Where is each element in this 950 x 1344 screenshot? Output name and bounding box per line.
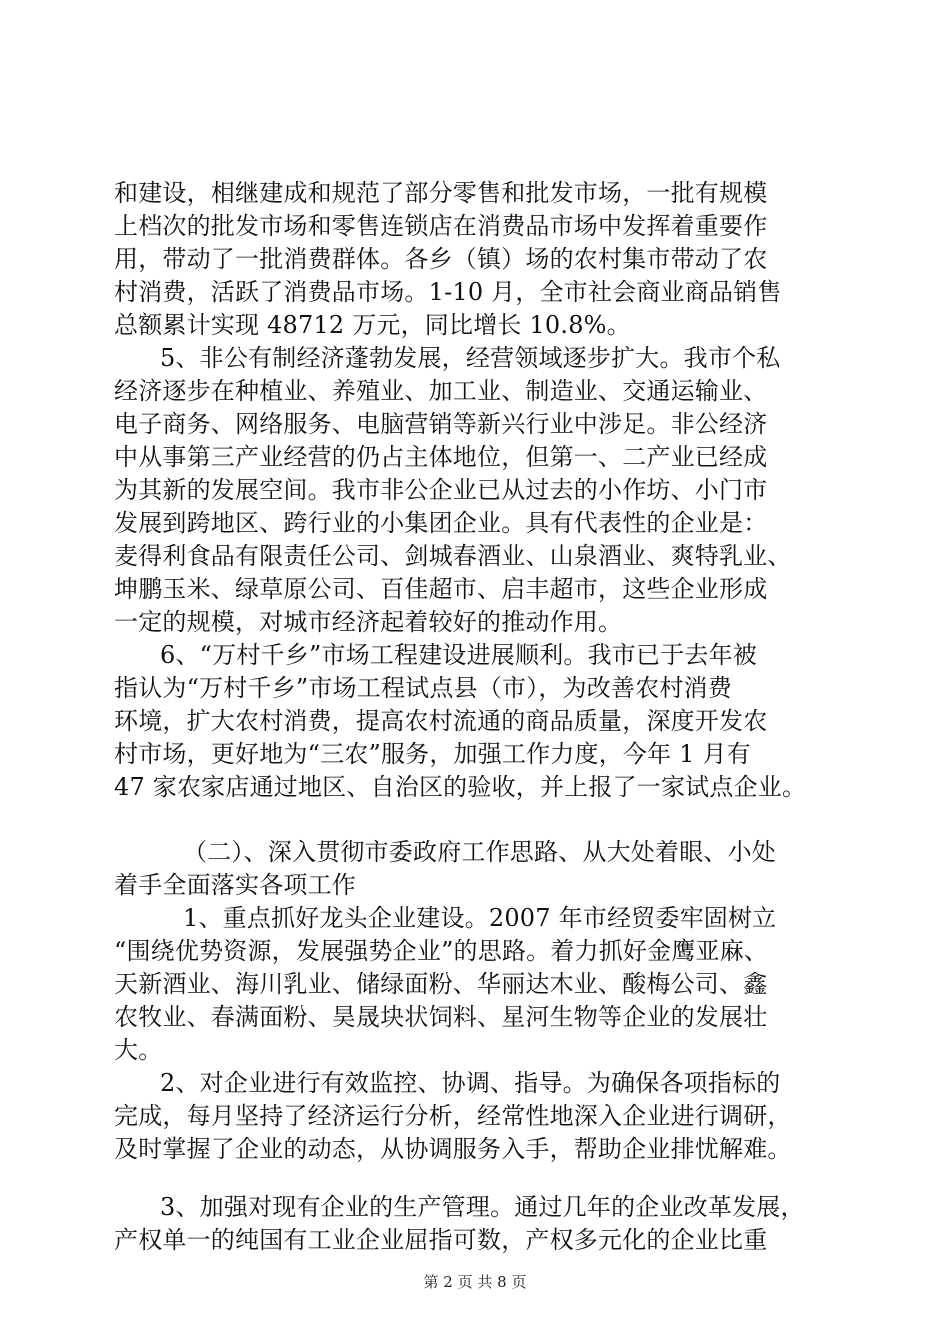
text-line: 经济逐步在种植业、养殖业、加工业、制造业、交通运输业、 bbox=[114, 377, 768, 405]
section-heading: （二）、深入贯彻市委政府工作思路、从大处着眼、小处 bbox=[183, 838, 776, 866]
text-line: 用，带动了一批消费群体。各乡（镇）场的农村集市带动了农 bbox=[114, 245, 768, 273]
text-line: 6、“万村千乡”市场工程建设进展顺利。我市已于去年被 bbox=[160, 641, 758, 669]
text-line: 村消费，活跃了消费品市场。1-10 月，全市社会商业商品销售 bbox=[114, 278, 782, 306]
text-line: 2、对企业进行有效监控、协调、指导。为确保各项指标的 bbox=[160, 1069, 781, 1097]
text-line: 总额累计实现 48712 万元，同比增长 10.8%。 bbox=[114, 311, 631, 339]
text-line: 5、非公有制经济蓬勃发展，经营领域逐步扩大。我市个私 bbox=[160, 344, 781, 372]
text-line: 麦得利食品有限责任公司、剑城春酒业、山泉酒业、爽特乳业、 bbox=[114, 542, 792, 570]
text-line: 天新酒业、海川乳业、储绿面粉、华丽达木业、酸梅公司、鑫 bbox=[114, 970, 768, 998]
text-line: 及时掌握了企业的动态，从协调服务入手，帮助企业排忧解难。 bbox=[114, 1135, 792, 1163]
text-line: 村市场，更好地为“三农”服务，加强工作力度，今年 1 月有 bbox=[114, 740, 751, 768]
section-heading: 着手全面落实各项工作 bbox=[114, 871, 356, 899]
text-line: 发展到跨地区、跨行业的小集团企业。具有代表性的企业是： bbox=[114, 509, 768, 537]
text-line: “围绕优势资源，发展强势企业”的思路。着力抓好金鹰亚麻、 bbox=[114, 937, 769, 965]
page-number: 第 2 页 共 8 页 bbox=[423, 1273, 527, 1291]
text-line: 电子商务、网络服务、电脑营销等新兴行业中涉足。非公经济 bbox=[114, 410, 768, 438]
text-line: 大。 bbox=[114, 1036, 163, 1064]
text-line: 农牧业、春满面粉、昊晟块状饲料、星河生物等企业的发展壮 bbox=[114, 1003, 768, 1031]
text-line: 为其新的发展空间。我市非公企业已从过去的小作坊、小门市 bbox=[114, 476, 768, 504]
text-line: 和建设，相继建成和规范了部分零售和批发市场，一批有规模 bbox=[114, 179, 768, 207]
text-line: 3、加强对现有企业的生产管理。通过几年的企业改革发展， bbox=[160, 1193, 805, 1221]
text-line: 环境，扩大农村消费，提高农村流通的商品质量，深度开发农 bbox=[114, 707, 768, 735]
text-line: 1、重点抓好龙头企业建设。2007 年市经贸委牢固树立 bbox=[183, 904, 777, 932]
text-line: 47 家农家店通过地区、自治区的验收，并上报了一家试点企业。 bbox=[114, 773, 807, 801]
text-line: 产权单一的纯国有工业企业屈指可数，产权多元化的企业比重 bbox=[114, 1226, 768, 1254]
text-line: 完成，每月坚持了经济运行分析，经常性地深入企业进行调研， bbox=[114, 1102, 792, 1130]
text-line: 指认为“万村千乡”市场工程试点县（市），为改善农村消费 bbox=[114, 674, 732, 702]
text-line: 一定的规模，对城市经济起着较好的推动作用。 bbox=[114, 608, 623, 636]
text-line: 中从事第三产业经营的仍占主体地位，但第一、二产业已经成 bbox=[114, 443, 768, 471]
text-line: 坤鹏玉米、绿草原公司、百佳超市、启丰超市，这些企业形成 bbox=[114, 575, 768, 603]
text-line: 上档次的批发市场和零售连锁店在消费品市场中发挥着重要作 bbox=[114, 212, 768, 240]
